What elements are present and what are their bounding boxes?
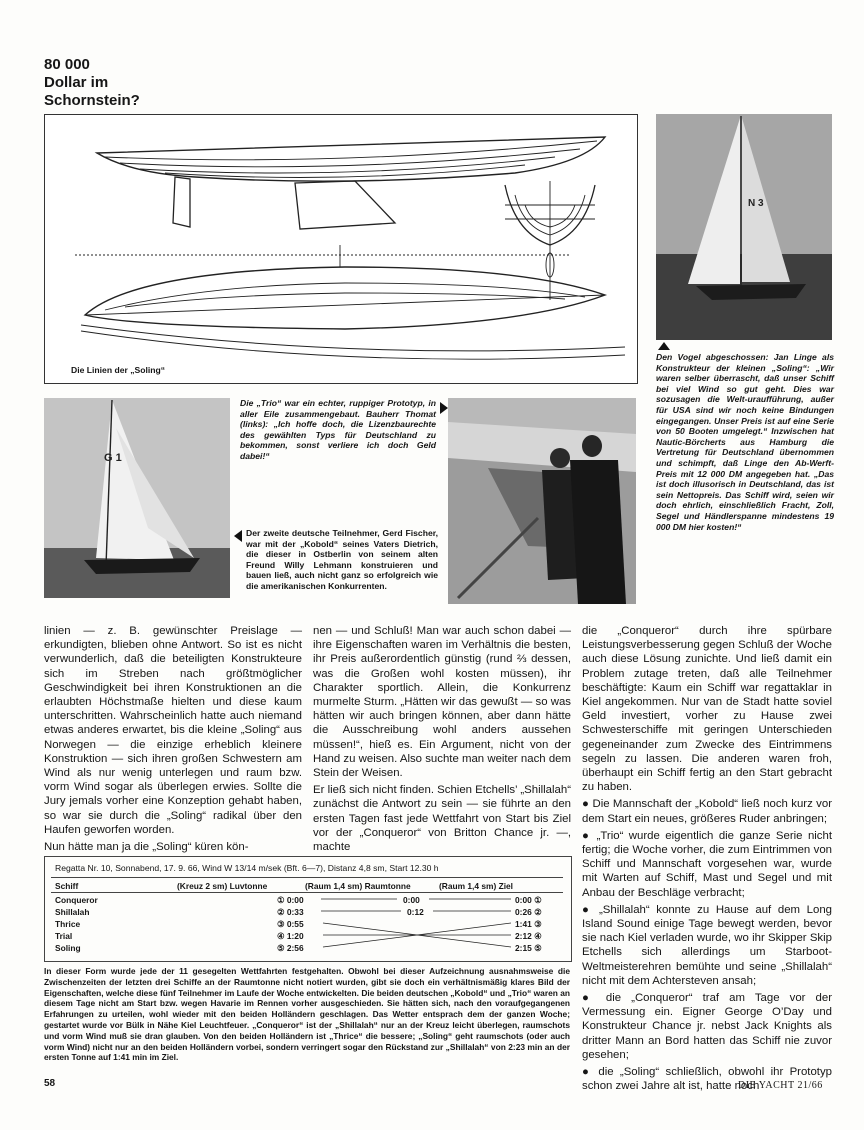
lines-caption: Die Linien der „Soling“ <box>71 365 166 375</box>
bullet-item: ● die „Conqueror“ traf am Tage vor der Vermessung ein. Eigner George O’Day und Konstrukteur Chance jr. nebst Jack Knights als dritter Mann an Bord hatten das Schiff nie zuvor gesehen; <box>582 991 832 1062</box>
magazine-footer: DIE YACHT 21/66 <box>738 1080 823 1091</box>
boatyard-image <box>448 398 636 604</box>
bullet-item: ● die „Soling“ schließlich, obwohl ihr Prototyp schon zwei Jahre alt ist, hatte noch <box>582 1065 832 1093</box>
table-cell-luv: ⑤ 2:56 <box>277 943 304 953</box>
regatta-table <box>44 856 572 962</box>
caption-linge: Den Vogel abgeschossen: Jan Linge als Konstrukteur der kleinen „Soling“: „Wir waren selber überrascht, daß unser Schiff bei viel Wind so gut geht. Dies war sozusagen die Welt-uraufführung, außer für USA sind wir noch keine Bindungen eingegangen. Unser Preis ist auf eine Serie von 50 Booten umgelegt.“ Inzwischen hat Nautic-Börcherts aus Hamburg die Vertretung für Deutschland übernommen und schimpft, daß Linge den Ab-Werft-Preis mit 12 000 DM angegeben hat. „Das ist doch illusorisch in Deutschland, das ist sein Nettopreis. Das Schiff wird, seien wir doch ehrlich, einschließlich Fracht, Zoll, Segel und Händlerspanne mindestens 19 000 DM hier kosten!“ <box>656 352 834 532</box>
table-cell-ship: Thrice <box>55 919 81 929</box>
photo-kobold <box>44 398 230 598</box>
caption-kobold: Der zweite deutsche Teilnehmer, Gerd Fischer, war mit der „Kobold“ seines Vaters Dietrich, die dieser in Ostberlin von seinem alten Freund Willy Lehmann konstruieren und bauen ließ, auch nicht ganz so erfolgreich wie die amerikanischen Konkurrenten. <box>246 528 438 591</box>
table-cell-ziel: 2:12 ④ <box>515 931 542 941</box>
bullet-item: ● „Trio“ wurde eigentlich die ganze Serie nicht fertig; die Woche vorher, die zum Eintrimmen von Schiff und Mannschaft vorgesehen war, wurde mit Warten auf Schiff, Mast und Segel und mit Anbau der Beschläge verbracht; <box>582 829 832 900</box>
table-cell-ship: Soling <box>55 943 81 953</box>
table-cell-ziel: 1:41 ③ <box>515 919 542 929</box>
headline <box>44 56 140 110</box>
table-cell-ziel: 2:15 ⑤ <box>515 943 542 953</box>
sail-number: N 3 <box>748 198 764 209</box>
table-cell-ziel: 0:00 ① <box>515 895 542 905</box>
paragraph: nen — und Schluß! Man war auch schon dabei — ihre Eigenschaften waren im Verhältnis die besten, ihr Preis außerordentlich günstig (rund ⅔ dessen, was die Großen wohl kosten müssen), ihr Charakter sportlich. Allein, die Konkurrenz murmelte Sturm. „Hätten wir das gewußt — so was hätten wir auch bringen können, aber dann hätte die Ausschreibung wohl anders aussehen müssen!“, hieß es. Ein Argument, nicht von der Hand zu weisen. Also suchte man weiter nach dem Stein der Weisen. <box>313 625 571 780</box>
table-title: Regatta Nr. 10, Sonnabend, 17. 9. 66, Wind W 13/14 m/sek (Bft. 6—7), Distanz 4,8 sm, Start 12.30 h <box>55 863 439 873</box>
table-footnote: In dieser Form wurde jede der 11 gesegelten Wettfahrten festgehalten. Obwohl bei dieser Aufzeichnung ausnahmsweise die Zwischenzeiten der letzten drei Schiffe an der Raumtonne nicht notiert wurden, gibt sie doch ein verhältnismäßig klares Bild der Eigenschaften, welche diese fünf Teilnehmer im Laufe der Woche entwickelten. Die beiden deutschen „Kobold“ und „Trio“ waren an diesem Tage nicht am Start bzw. wegen Havarie im Rennen vorher ausgeschieden. Sie hätten sich, nach den voraufgegangenen Erfahrungen zu urteilen, wohl wieder mit den beiden Holländern geschlagen. Das Wetter entsprach dem der ganzen Woche; gestartet wurde vor Bülk in Nähe Kiel Leuchtfeuer. „Conqueror“ ist der „Shillalah“ nur an der Kreuz leicht überlegen, raumschots und vorm Wind muß sie dran glauben. Von den beiden Holländern ist „Thrice“ die bessere; „Soling“ geht raumschots (oder auch vorm Wind) nicht nur an den beiden Holländern vorbei, sondern verringert sogar den Rückstand zur „Shillalah“ von 2:23 min an der ersten Tonne auf 1:41 min im Ziel. <box>44 966 570 1063</box>
paragraph: Er ließ sich nicht finden. Schien Etchells’ „Shillalah“ zunächst die Antwort zu sein — sie führte an den ersten Tagen fast jede Wettfahrt von Start bis Ziel vor der „Conqueror“ von Britton Chance jr. —, machte <box>313 784 571 854</box>
position-lines <box>45 857 571 961</box>
table-header: (Raum 1,4 sm) Ziel <box>439 881 514 891</box>
table-cell-ship: Trial <box>55 931 73 941</box>
text-column-3 <box>582 624 832 1097</box>
table-cell-luv: ② 0:33 <box>277 907 304 917</box>
table-cell-ship: Shillalah <box>55 907 90 917</box>
sailboat-image <box>44 398 230 598</box>
table-cell-luv: ③ 0:55 <box>277 919 304 929</box>
table-cell-luv: ④ 1:20 <box>277 931 304 941</box>
table-header: (Kreuz 2 sm) Luvtonne <box>177 881 268 891</box>
paragraph: linien — z. B. gewünschter Preislage — erkundigten, blieben ohne Antwort. So ist es nicht verwunderlich, daß die beteiligten Konstrukteure sich im Streben nach größtmöglicher Geschwindigkeit bei ihren Konstruktionen an die erlaubten Höchstmaße hielten und diese kaum unterschritten. Wahrscheinlich hatte auch niemand etwas anderes erwartet, bis die kleine „Soling“ aus Norwegen — die einzige erheblich kleinere Konstruktion — sich ihren großen Schwestern am Wind als nur wenig unterlegen und raum bzw. vorm Wind sogar als überlegen erwies. Sollte die Jury jemals vorher eine Konzeption gehabt haben, so war sie durch die „Soling“ radikal über den Haufen geworfen worden. <box>44 625 302 836</box>
table-cell-raum: 0:00 <box>403 895 420 905</box>
text-column-2 <box>313 624 571 857</box>
hull-lines-drawing <box>45 115 637 383</box>
pointer-left-icon <box>234 530 242 542</box>
table-header: Schiff <box>55 881 79 891</box>
bullet-item: ● Die Mannschaft der „Kobold“ ließ noch kurz vor dem Start ein neues, größeres Ruder anbringen; <box>582 797 832 825</box>
pointer-right-icon <box>440 402 448 414</box>
photo-soling <box>656 114 832 340</box>
page-number: 58 <box>44 1078 56 1089</box>
paragraph: Nun hätte man ja die „Soling“ küren kön- <box>44 841 249 854</box>
table-header: (Raum 1,4 sm) Raumtonne <box>305 881 411 891</box>
table-cell-ziel: 0:26 ② <box>515 907 542 917</box>
sail-number: G 1 <box>104 452 122 464</box>
bullet-item: ● „Shillalah“ konnte zu Hause auf dem Long Island Sound einige Tage bewegt werden, bevor sie nach Kiel verladen wurde, wo ihr Skipper Skip Etchells sich allerdings um Starboot-Weltmeisterehren bemühte und seine „Shillalah“ nicht mit dem Achtersteven ansah; <box>582 903 832 988</box>
table-cell-ship: Conqueror <box>55 895 98 905</box>
sailboat-image <box>656 114 832 340</box>
photo-trio <box>448 398 636 604</box>
text-column-1 <box>44 624 302 857</box>
headline-line: Schornstein? <box>44 92 140 109</box>
lines-drawing-panel <box>44 114 638 384</box>
table-cell-luv: ① 0:00 <box>277 895 304 905</box>
headline-line: Dollar im <box>44 74 109 91</box>
pointer-up-icon <box>658 342 670 350</box>
caption-trio: Die „Trio“ war ein echter, ruppiger Prototyp, in aller Eile zusammengebaut. Bauherr Thomat (links): „Ich hoffe doch, die Lizenzbaurechte des gewählten Typs für Deutschland zu bekommen, sonst verliere ich doch Geld dabei!“ <box>240 398 436 461</box>
headline-line: 80 000 <box>44 56 90 73</box>
table-cell-raum: 0:12 <box>407 907 424 917</box>
paragraph: die „Conqueror“ durch ihre spürbare Leistungsverbesserung gegen Schluß der Woche auch diese Lösung zunichte. Und ließ damit ein Problem zutage treten, daß alle Teilnehmer beschäftigte: Kaum ein Schiff war regattaklar in Kiel angekommen. Nur van de Stadt hatte soviel Geld investiert, vorher zu Hause zwei Schwesterschiffe mit geringen Unterschieden gegeneinander zum Zwecke des Eintrimmens segeln zu lassen. Die anderen waren froh, überhaupt ein Schiff fertig an den Start gebracht zu haben. <box>582 625 832 794</box>
